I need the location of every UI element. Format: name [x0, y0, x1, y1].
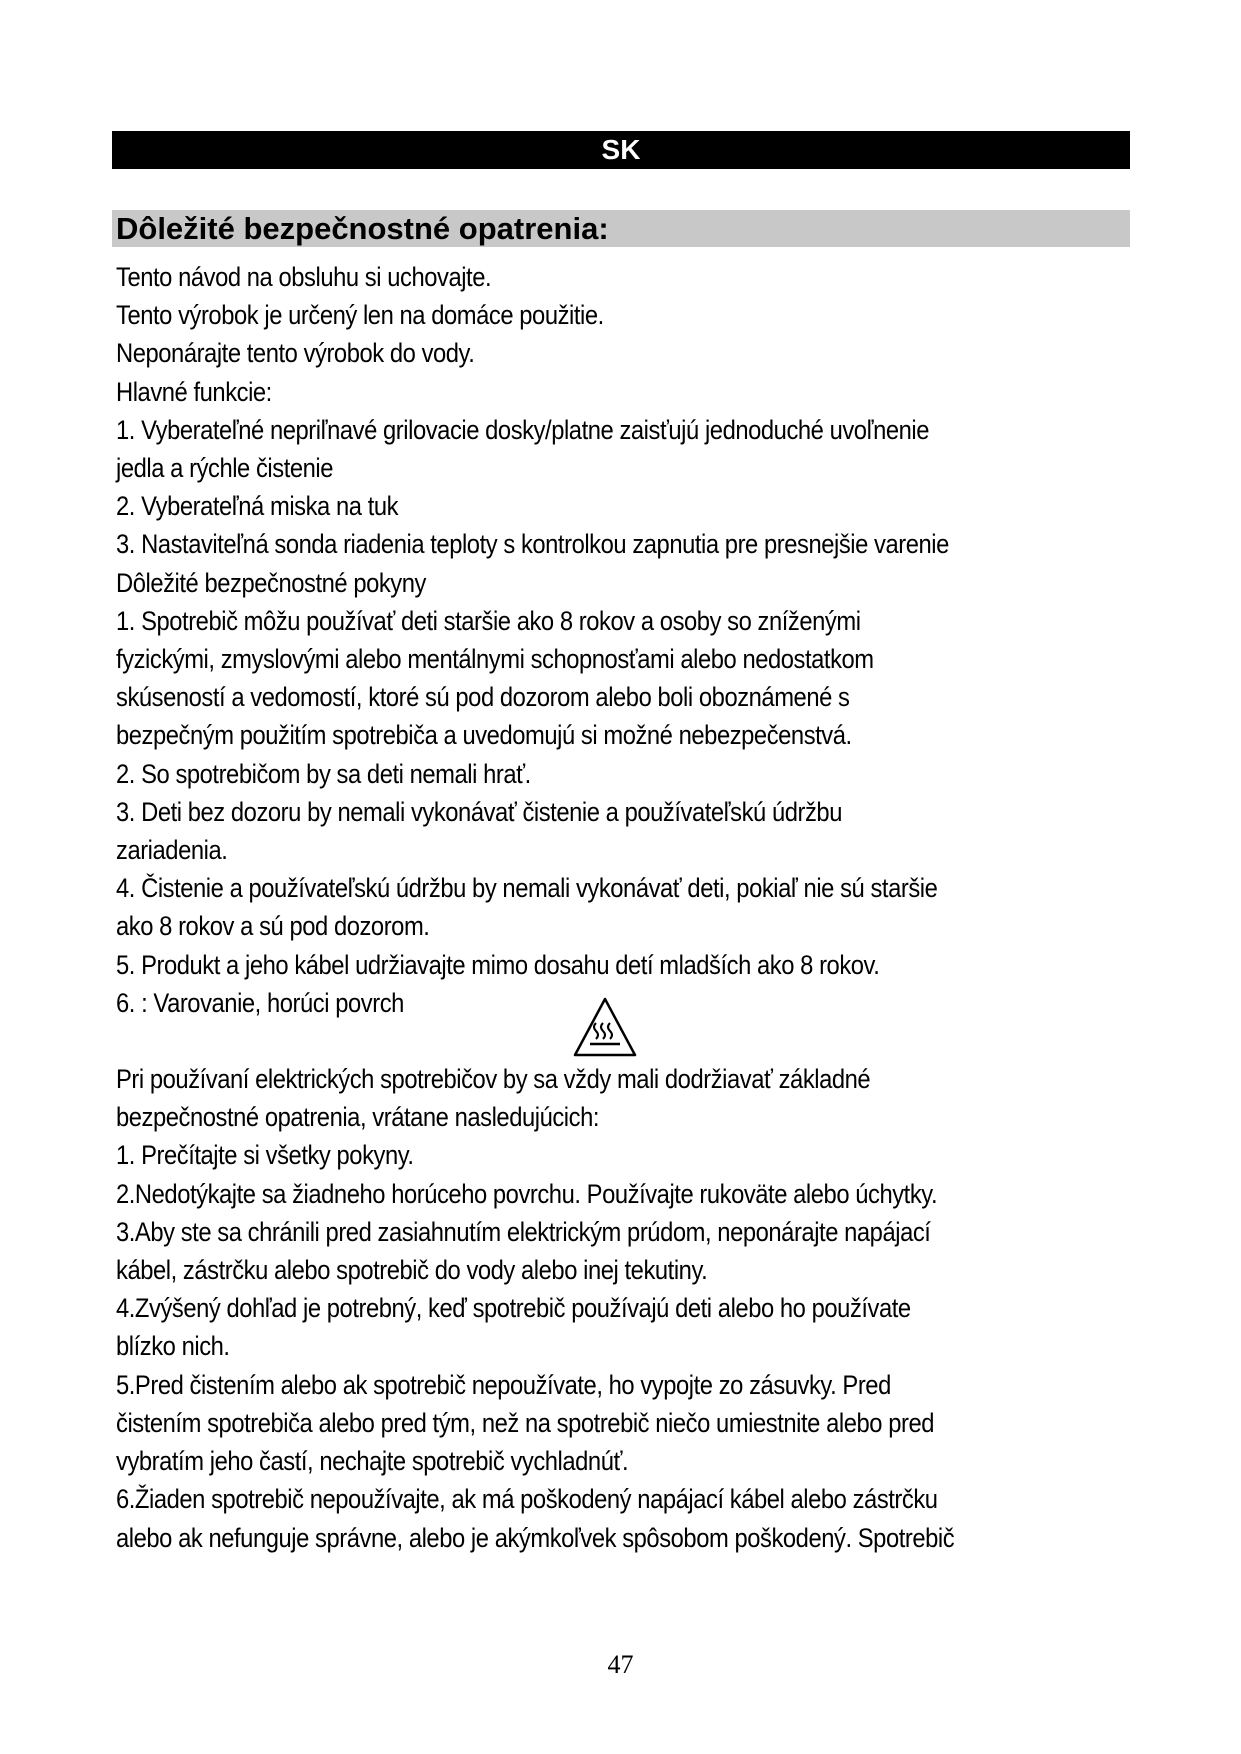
- text-line: skúseností a vedomostí, ktoré sú pod dozorom alebo boli oboznámené s: [116, 682, 850, 713]
- text-line: 5. Produkt a jeho kábel udržiavajte mimo dosahu detí mladších ako 8 rokov.: [116, 949, 880, 980]
- text-line: Tento návod na obsluhu si uchovajte.: [116, 262, 492, 292]
- safety-instructions: [116, 258, 1022, 1557]
- text-line: 2.Nedotýkajte sa žiadneho horúceho povrchu. Používajte rukoväte alebo úchytky.: [116, 1178, 938, 1209]
- text-line: vybratím jeho častí, nechajte spotrebič vychladnúť.: [116, 1446, 629, 1477]
- text-line: 2. Vyberateľná miska na tuk: [116, 491, 399, 522]
- text-line: 3.Aby ste sa chránili pred zasiahnutím elektrickým prúdom, neponárajte napájací: [116, 1216, 931, 1247]
- text-line: 5.Pred čistením alebo ak spotrebič nepoužívate, ho vypojte zo zásuvky. Pred: [116, 1369, 891, 1400]
- page-number: 47: [607, 1650, 634, 1679]
- text-line: čistením spotrebiča alebo pred tým, než na spotrebič niečo umiestnite alebo pred: [116, 1407, 935, 1438]
- text-line: kábel, zástrčku alebo spotrebič do vody alebo inej tekutiny.: [116, 1255, 708, 1286]
- hot-surface-warning-icon: [572, 996, 638, 1058]
- text-line: 6.Žiaden spotrebič nepoužívajte, ak má poškodený napájací kábel alebo zástrčku: [116, 1484, 938, 1515]
- text-line: bezpečnostné opatrenia, vrátane nasledujúcich:: [116, 1102, 600, 1133]
- language-header: SK: [112, 131, 1130, 169]
- paragraph-gap: [116, 1022, 1022, 1060]
- text-line: alebo ak nefunguje správne, alebo je akýmkoľvek spôsobom poškodený. Spotrebič: [116, 1522, 955, 1553]
- text-line: 4. Čistenie a používateľskú údržbu by nemali vykonávať deti, pokiaľ nie sú staršie: [116, 873, 938, 904]
- text-line: Dôležité bezpečnostné pokyny: [116, 567, 426, 598]
- text-line: ako 8 rokov a sú pod dozorom.: [116, 911, 430, 942]
- text-line: blízko nich.: [116, 1331, 230, 1362]
- text-line: fyzickými, zmyslovými alebo mentálnymi schopnosťami alebo nedostatkom: [116, 644, 874, 675]
- text-line: Neponárajte tento výrobok do vody.: [116, 338, 475, 369]
- text-line: 1. Prečítajte si všetky pokyny.: [116, 1140, 414, 1171]
- text-line: Tento výrobok je určený len na domáce použitie.: [116, 300, 604, 331]
- text-line: 6. : Varovanie, horúci povrch: [116, 987, 404, 1018]
- text-line: Pri používaní elektrických spotrebičov by sa vždy mali dodržiavať základné: [116, 1064, 871, 1095]
- text-line: 3. Deti bez dozoru by nemali vykonávať čistenie a používateľskú údržbu: [116, 796, 842, 827]
- text-line: 3. Nastaviteľná sonda riadenia teploty s kontrolkou zapnutia pre presnejšie varenie: [116, 529, 949, 560]
- text-line: 2. So spotrebičom by sa deti nemali hrať.: [116, 758, 531, 789]
- section-title: Dôležité bezpečnostné opatrenia:: [112, 210, 1130, 247]
- text-line: Hlavné funkcie:: [116, 376, 272, 407]
- text-line: bezpečným použitím spotrebiča a uvedomujú si možné nebezpečenstvá.: [116, 720, 852, 751]
- text-line: 1. Vyberateľné nepriľnavé grilovacie dosky/platne zaisťujú jednoduché uvoľnenie: [116, 414, 930, 445]
- text-line: 4.Zvýšený dohľad je potrebný, keď spotrebič používajú deti alebo ho používate: [116, 1293, 911, 1324]
- text-line: zariadenia.: [116, 835, 228, 866]
- text-line: 1. Spotrebič môžu používať deti staršie ako 8 rokov a osoby so zníženými: [116, 605, 861, 636]
- text-line: jedla a rýchle čistenie: [116, 453, 334, 484]
